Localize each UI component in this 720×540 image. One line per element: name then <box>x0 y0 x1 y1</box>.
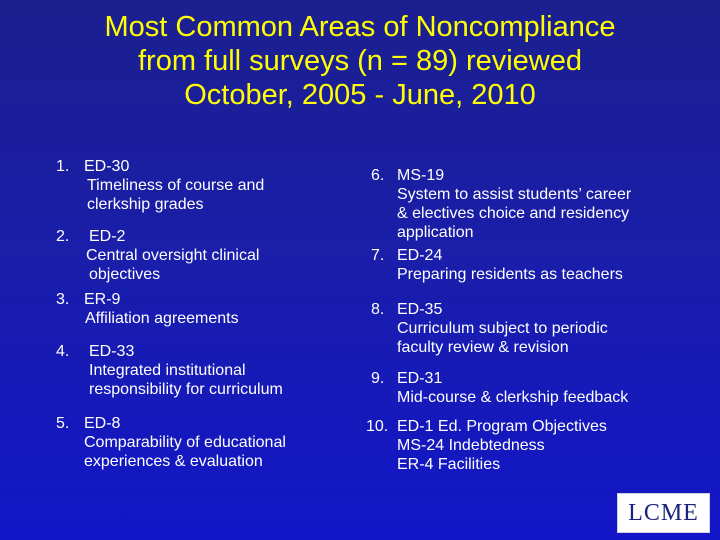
item-number: 9. <box>371 370 385 387</box>
title-line-2: from full surveys (n = 89) reviewed <box>137 45 583 77</box>
item-desc-line: & electives choice and residency <box>397 205 630 222</box>
item-desc-line: application <box>397 224 474 241</box>
item-number: 4. <box>56 343 70 360</box>
title-line-1: Most Common Areas of Noncompliance <box>104 11 616 43</box>
item-desc-line: Timeliness of course and <box>87 177 265 194</box>
lcme-logo <box>617 493 710 533</box>
item-number: 8. <box>371 301 385 318</box>
item-number: 3. <box>56 291 70 308</box>
item-code: ED-1 Ed. Program Objectives <box>397 418 607 435</box>
item-desc-line: clerkship grades <box>87 196 204 213</box>
item-desc-line: faculty review & revision <box>397 339 569 356</box>
item-desc-line: responsibility for curriculum <box>89 381 283 398</box>
item-code: ED-8 <box>84 415 121 432</box>
item-desc-line: System to assist students’ career <box>397 186 632 203</box>
lcme-logo-text: LCME <box>628 499 699 526</box>
item-code: ED-24 <box>397 247 443 264</box>
item-number: 5. <box>56 415 70 432</box>
item-desc-line: Curriculum subject to periodic <box>397 320 608 337</box>
item-code: ED-33 <box>89 343 135 360</box>
item-code: ED-2 <box>89 228 126 245</box>
item-code: ED-35 <box>397 301 443 318</box>
item-number: 7. <box>371 247 385 264</box>
slide-title <box>40 10 680 112</box>
item-code: ER-9 <box>84 291 121 308</box>
item-number: 10. <box>366 418 389 435</box>
item-desc-line: Central oversight clinical <box>86 247 260 264</box>
item-desc-line: Affiliation agreements <box>85 310 239 327</box>
item-desc-line: Preparing residents as teachers <box>397 266 623 283</box>
item-number: 2. <box>56 228 70 245</box>
item-code: ED-31 <box>397 370 443 387</box>
item-desc-line: Comparability of educational <box>84 434 286 451</box>
item-desc-line: experiences & evaluation <box>84 453 263 470</box>
item-code: MS-19 <box>397 167 445 184</box>
item-desc-line: Integrated institutional <box>89 362 246 379</box>
item-code: ED-30 <box>84 158 130 175</box>
title-line-3: October, 2005 - June, 2010 <box>184 79 536 111</box>
item-desc-line: objectives <box>89 266 161 283</box>
item-desc-line: Mid-course & clerkship feedback <box>397 389 629 406</box>
item-desc-line: MS-24 Indebtedness <box>397 437 545 454</box>
item-number: 6. <box>371 167 385 184</box>
item-desc-line: ER-4 Facilities <box>397 456 501 473</box>
item-number: 1. <box>56 158 70 175</box>
